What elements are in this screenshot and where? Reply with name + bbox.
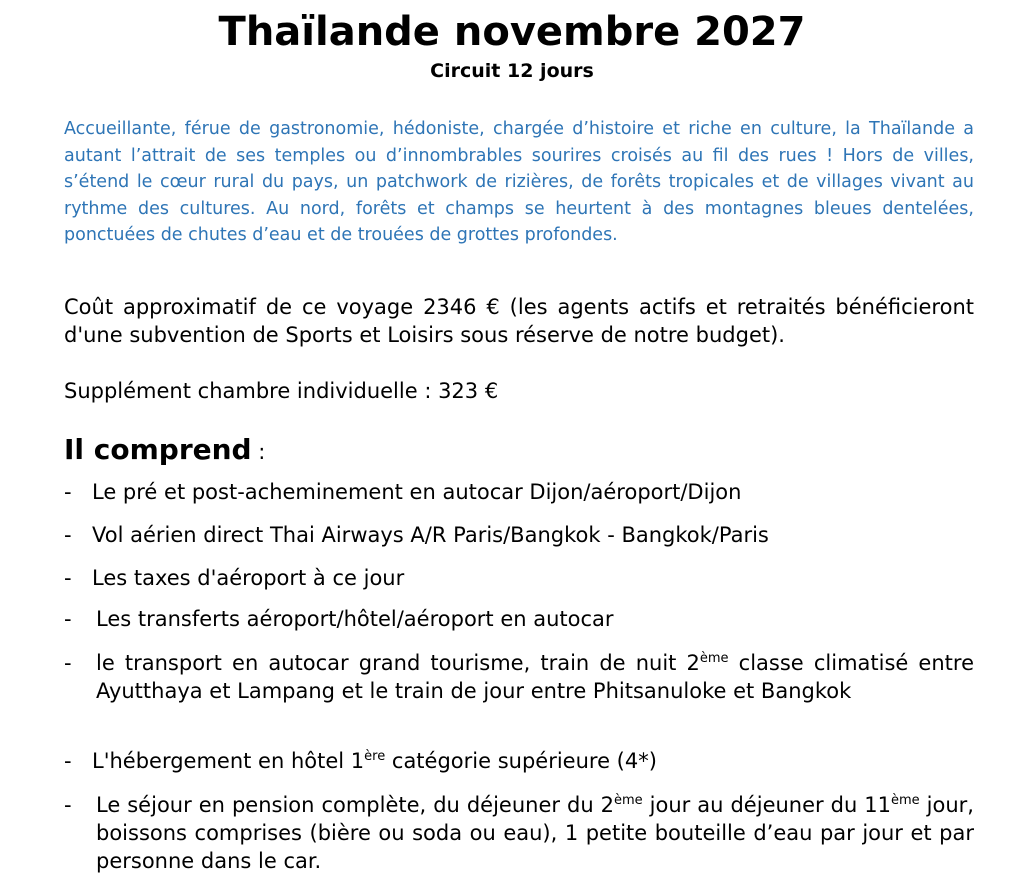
list-item-text-part: Le séjour en pension complète, du déjeuner du 2 [96,793,615,817]
list-item [64,605,974,633]
list-item-text [96,649,974,705]
ordinal-suffix: ère [364,749,386,764]
includes-heading-label: Il comprend [64,433,252,466]
list-dash: - [64,607,72,631]
list-dash: - [64,566,72,590]
list-item-text-part: jour au déjeuner du 11 [642,793,892,817]
list-dash: - [64,749,72,773]
list-dash: - [64,523,72,547]
list-item-text-part: classe climatisé entre Ayutthaya et Lampang et le train de jour entre Phitsanuloke et Bangkok [96,651,974,703]
includes-heading-colon: : [251,440,266,464]
list-item-text [96,791,974,875]
page-subtitle: Circuit 12 jours [430,60,594,82]
list-item [64,564,974,592]
list-item-text-part: jour, boissons comprises (bière ou soda ou eau), 1 petite bouteille d’eau par jour et par personne dans le car. [96,793,974,873]
cost-paragraph: Coût approximatif de ce voyage 2346 € (les agents actifs et retraités bénéficieront d'une subvention de Sports et Loisirs sous réserve de notre budget). [64,295,974,347]
list-dash: - [64,480,72,504]
page-title: Thaïlande novembre 2027 [218,9,806,55]
list-item [64,649,974,705]
list-item [64,478,974,506]
list-item-text: Le pré et post-acheminement en autocar Dijon/aéroport/Dijon [92,480,742,504]
list-item [64,791,974,875]
list-item [64,747,974,775]
includes-heading [64,432,265,470]
supplement-line: Supplément chambre individuelle : 323 € [64,379,499,403]
list-item-text-part: L'hébergement en hôtel 1 [92,749,365,773]
ordinal-suffix: ème [891,793,920,808]
list-dash: - [64,793,72,817]
list-item-text: Vol aérien direct Thai Airways A/R Paris/Bangkok - Bangkok/Paris [92,523,769,547]
list-item-text [92,747,974,775]
list-dash: - [64,651,72,675]
list-item-text: Les taxes d'aéroport à ce jour [92,566,405,590]
ordinal-suffix: ème [614,793,643,808]
intro-paragraph: Accueillante, férue de gastronomie, hédoniste, chargée d’histoire et riche en culture, la Thaïlande a autant l’attrait de ses temples ou d’innombrables sourires croisés au fil des rues ! Hors de villes, s’étend le cœur rural du pays, un patchwork de rizières, de forêts tropicales et de villages vivant au rythme des cultures. Au nord, forêts et champs se heurtent à des montagnes bleues dentelées, ponctuées de chutes d’eau et de trouées de grottes profondes. [64,119,974,245]
list-item-text: Les transferts aéroport/hôtel/aéroport en autocar [96,607,614,631]
ordinal-suffix: ème [699,651,729,666]
list-item-text-part: le transport en autocar grand tourisme, train de nuit 2 [96,651,700,675]
list-item [64,521,974,549]
list-item-text-part: catégorie supérieure (4*) [385,749,657,773]
